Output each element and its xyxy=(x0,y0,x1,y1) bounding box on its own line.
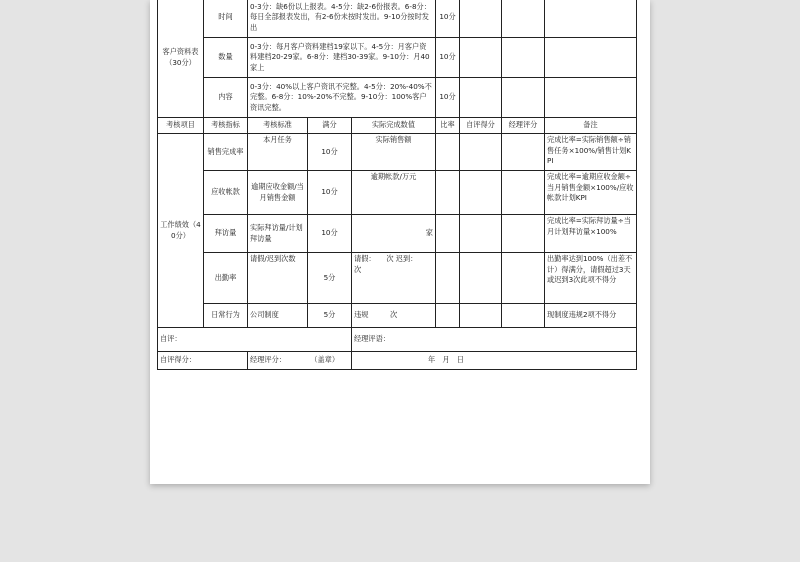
header-cell: 自评得分 xyxy=(460,118,502,134)
full-score-cell: 10分 xyxy=(308,215,352,253)
full-score-cell: 10分 xyxy=(436,78,460,118)
full-score-cell: 5分 xyxy=(308,304,352,328)
manager-comment-field[interactable]: 经理评语： xyxy=(352,328,637,352)
self-score-cell[interactable] xyxy=(460,171,502,215)
indicator-cell: 内容 xyxy=(204,78,248,118)
manager-score-cell[interactable] xyxy=(502,171,545,215)
date-label: 年 月 日 xyxy=(428,355,464,365)
manager-score-field[interactable] xyxy=(248,352,352,370)
standard-cell: 本月任务 xyxy=(248,134,308,171)
score-row xyxy=(158,352,637,370)
note-cell: 出勤率达到100%（出差不计）得满分，请假超过3天或迟到3次此项不得分 xyxy=(545,253,637,304)
self-score-cell[interactable] xyxy=(460,38,502,78)
self-score-cell[interactable] xyxy=(460,78,502,118)
self-score-cell[interactable] xyxy=(460,134,502,171)
seal-label: （盖章） xyxy=(310,355,340,365)
self-score-field[interactable]: 自评得分： xyxy=(158,352,248,370)
header-cell: 考核指标 xyxy=(204,118,248,134)
table-row xyxy=(158,171,637,215)
ratio-cell[interactable] xyxy=(436,215,460,253)
standard-cell: 逾期应收金额/当月销售金额 xyxy=(248,171,308,215)
manager-score-label: 经理评分： xyxy=(250,355,286,365)
document-page xyxy=(150,0,650,484)
header-cell: 实际完成数值 xyxy=(352,118,436,134)
full-score-cell: 10分 xyxy=(436,38,460,78)
header-cell: 备注 xyxy=(545,118,637,134)
note-cell: 完成比率=实际销售额÷销售任务×100%/销售计划KPI xyxy=(545,134,637,171)
comment-row xyxy=(158,328,637,352)
indicator-cell: 数量 xyxy=(204,38,248,78)
self-score-cell[interactable] xyxy=(460,215,502,253)
manager-score-cell[interactable] xyxy=(502,215,545,253)
actual-value-cell[interactable]: 家 xyxy=(352,215,436,253)
header-row xyxy=(158,118,637,134)
self-comment-field[interactable]: 自评： xyxy=(158,328,352,352)
header-cell: 考核标准 xyxy=(248,118,308,134)
actual-value-cell[interactable]: 实际销售额 xyxy=(352,134,436,171)
header-cell: 经理评分 xyxy=(502,118,545,134)
indicator-cell: 拜访量 xyxy=(204,215,248,253)
manager-score-cell[interactable] xyxy=(502,78,545,118)
table-row xyxy=(158,134,637,171)
self-score-cell[interactable] xyxy=(460,253,502,304)
manager-score-cell[interactable] xyxy=(502,38,545,78)
indicator-cell: 销售完成率 xyxy=(204,134,248,171)
full-score-cell: 10分 xyxy=(308,171,352,215)
header-cell: 比率 xyxy=(436,118,460,134)
note-cell[interactable] xyxy=(545,0,637,38)
actual-value-cell[interactable]: 违规 次 xyxy=(352,304,436,328)
standard-cell: 请假/迟到次数 xyxy=(248,253,308,304)
date-field[interactable] xyxy=(352,352,637,370)
ratio-cell[interactable] xyxy=(436,134,460,171)
indicator-cell: 出勤率 xyxy=(204,253,248,304)
manager-score-cell[interactable] xyxy=(502,304,545,328)
note-cell: 完成比率=逾期应收金额÷当月销售金额×100%/应收帐款计划KPI xyxy=(545,171,637,215)
note-cell[interactable] xyxy=(545,78,637,118)
self-score-cell[interactable] xyxy=(460,304,502,328)
indicator-cell: 时间 xyxy=(204,0,248,38)
table-row xyxy=(158,253,637,304)
note-cell: 完成比率=实际拜访量÷当月计划拜访量×100% xyxy=(545,215,637,253)
manager-score-cell[interactable] xyxy=(502,0,545,38)
indicator-cell: 日常行为 xyxy=(204,304,248,328)
standard-cell: 0-3分：每月客户资料建档19家以下。4-5分：月客户资料建档20-29家。6-8分：建档30-39家。9-10分：月40家上 xyxy=(248,38,436,78)
full-score-cell: 10分 xyxy=(436,0,460,38)
header-cell: 考核项目 xyxy=(158,118,204,134)
ratio-cell[interactable] xyxy=(436,171,460,215)
appraisal-table xyxy=(157,0,637,370)
standard-cell: 0-3分：40%以上客户资讯不完整。4-5分：20%-40%不完整。6-8分：10%-20%不完整。9-10分：100%客户资讯完整。 xyxy=(248,78,436,118)
ratio-cell[interactable] xyxy=(436,304,460,328)
indicator-cell: 应收帐款 xyxy=(204,171,248,215)
actual-value-cell[interactable]: 请假： 次 迟到： 次 xyxy=(352,253,436,304)
table-row xyxy=(158,0,637,38)
standard-cell: 0-3分：缺6份以上报表。4-5分：缺2-6份报表。6-8分：每日全部报表发出，有2-6份未按时发出。9-10分按时发出 xyxy=(248,0,436,38)
table-row xyxy=(158,215,637,253)
full-score-cell: 10分 xyxy=(308,134,352,171)
standard-cell: 公司制度 xyxy=(248,304,308,328)
ratio-cell[interactable] xyxy=(436,253,460,304)
header-cell: 满分 xyxy=(308,118,352,134)
full-score-cell: 5分 xyxy=(308,253,352,304)
standard-cell: 实际拜访量/计划拜访量 xyxy=(248,215,308,253)
category-cell: 工作绩效（40分） xyxy=(158,134,204,328)
table-row xyxy=(158,38,637,78)
manager-score-cell[interactable] xyxy=(502,253,545,304)
table-row xyxy=(158,304,637,328)
note-cell[interactable] xyxy=(545,38,637,78)
note-cell: 现制度违规2项不得分 xyxy=(545,304,637,328)
table-row xyxy=(158,78,637,118)
actual-value-cell[interactable]: 逾期帐款/万元 xyxy=(352,171,436,215)
category-cell: 客户资料表（30分） xyxy=(158,0,204,118)
manager-score-cell[interactable] xyxy=(502,134,545,171)
self-score-cell[interactable] xyxy=(460,0,502,38)
